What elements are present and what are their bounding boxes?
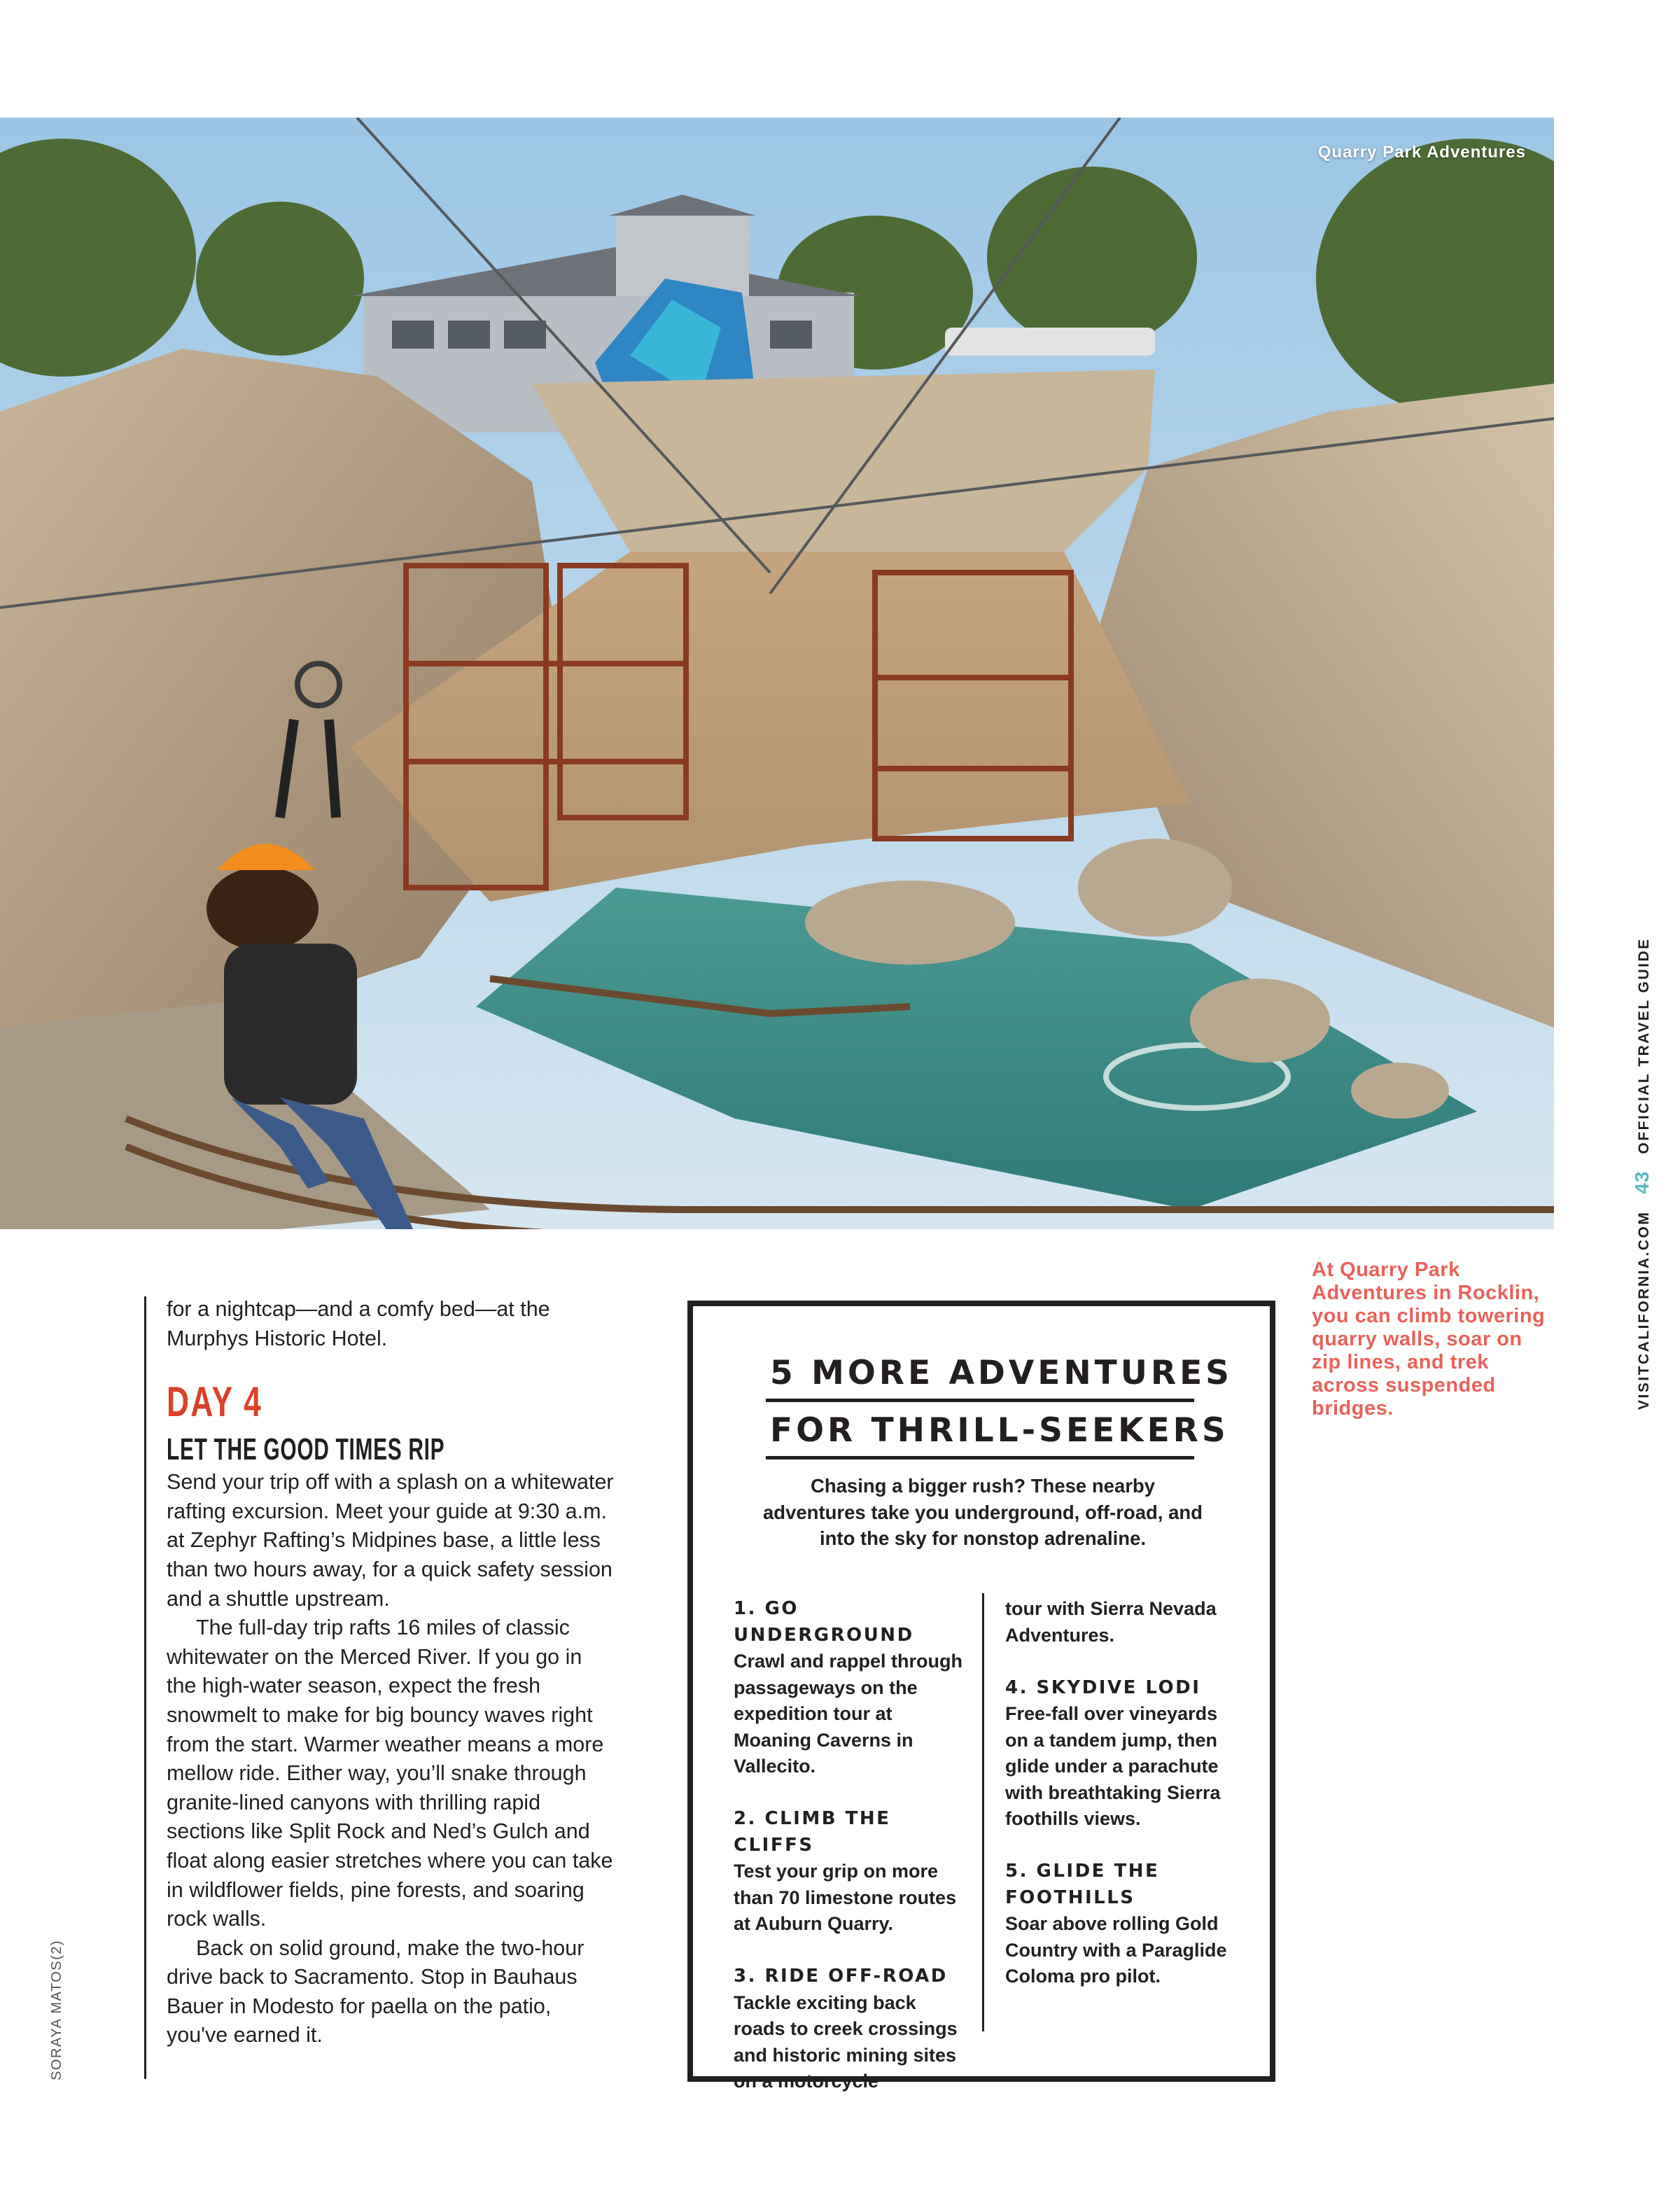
title-underline-1 [766, 1399, 1194, 1402]
article-paragraph-2: The full-day trip rafts 16 miles of classic whitewater on the Merced River. If you go in the high-water season, expect the fresh snowmelt to make for big bouncy waves right from the start. Warmer weather means a more mellow ride. Either way, you’ll snake through granite-lined canyons with thrilling rapid sections like Split Rock and Ned’s Gulch and float along easier stretches where you can take in wildflower fields, pine forests, and soaring rock walls. [167, 1616, 613, 1931]
article-column [167, 1295, 615, 2050]
article-intro: for a nightcap—and a comfy bed—at the Murphys Historic Hotel. [167, 1297, 550, 1350]
photo-credit: SORAYA MATOS(2) [49, 1939, 64, 2080]
box-column-rule [982, 1593, 984, 2031]
item-title: 4. SKYDIVE LODI [1005, 1676, 1201, 1698]
section-subheading: LET THE GOOD TIMES RIP [167, 1432, 445, 1467]
page-number: 43 [1631, 1170, 1653, 1194]
article-paragraph-1: Send your trip off with a splash on a whitewater rafting excursion. Meet your guide at 9:30 a.m. at Zephyr Rafting’s Midpines base, a little less than two hours away, for a quick safety session and a shuttle upstream. [167, 1470, 614, 1611]
box-column-right [1005, 1596, 1243, 1990]
title-underline-2 [766, 1456, 1194, 1460]
box-column-left [734, 1596, 972, 2095]
zipline-quarry-photo [0, 118, 1554, 1229]
item-title: 2. CLIMB THE CLIFFS [734, 1808, 891, 1856]
page-folio [1631, 937, 1653, 1410]
hero-photo [0, 118, 1554, 1229]
item-body: Test your grip on more than 70 limestone routes at Auburn Quarry. [734, 1861, 957, 1934]
box-intro: Chasing a bigger rush? These nearby adventures take you underground, off-road, and into the sky for nonstop adrenaline. [763, 1475, 1203, 1549]
folio-guide: OFFICIAL TRAVEL GUIDE [1636, 937, 1652, 1154]
photo-label: Quarry Park Adventures [1317, 143, 1526, 162]
item-body: Crawl and rappel through passageways on the expedition tour at Moaning Caverns in Vallecito. [734, 1651, 963, 1777]
day-heading: DAY 4 [167, 1378, 263, 1426]
item-body: Tackle exciting back roads to creek crossings and historic mining sites on a motorcycle [734, 1991, 958, 2092]
box-title-line-2: FOR THRILL-SEEKERS [770, 1411, 1229, 1450]
item-body: Soar above rolling Gold Country with a Paraglide Coloma pro pilot. [1005, 1913, 1227, 1987]
folio-site: VISITCALIFORNIA.COM [1636, 1210, 1652, 1410]
item-title: 5. GLIDE THE FOOTHILLS [1005, 1861, 1160, 1908]
article-paragraph-3: Back on solid ground, make the two-hour drive back to Sacramento. Stop in Bauhaus Bauer in Modesto for paella on the patio, you've earned it. [167, 1935, 584, 2047]
box-title-line-1: 5 MORE ADVENTURES [770, 1354, 1233, 1392]
column-rule [144, 1296, 146, 2079]
item-body-continued: tour with Sierra Nevada Adventures. [1005, 1598, 1217, 1646]
item-title: 1. GO UNDERGROUND [734, 1598, 914, 1646]
photo-caption: At Quarry Park Adventures in Rocklin, you can climb towering quarry walls, soar on zip lines, and trek across suspended bridges. [1312, 1259, 1546, 1420]
sidebar-box [687, 1301, 1275, 2092]
item-title: 3. RIDE OFF-ROAD [734, 1966, 948, 1987]
item-body: Free-fall over vineyards on a tandem jump, then glide under a parachute with breathtaking Sierra foothills views. [1005, 1703, 1221, 1829]
